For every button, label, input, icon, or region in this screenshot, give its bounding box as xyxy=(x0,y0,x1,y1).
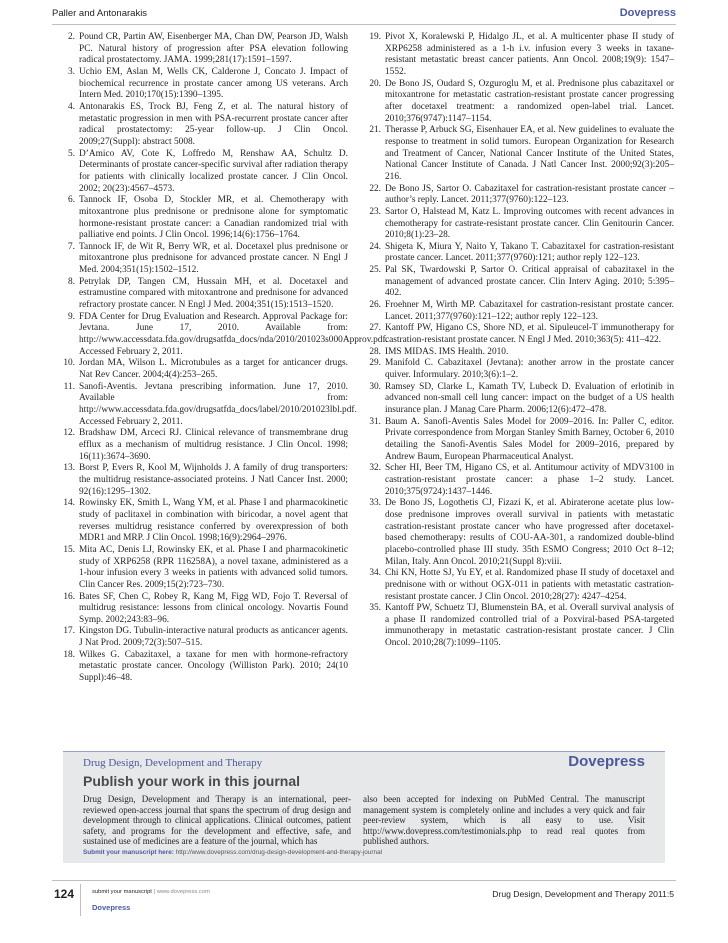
reference-item xyxy=(362,207,674,242)
reference-number: 33. xyxy=(369,498,381,509)
reference-text: Scher HI, Beer TM, Higano CS, et al. Antitumour activity of MDV3100 in castration-resistant prostate cancer: a phase 1–2 study. Lancet. 2010;375(9724):1437–1446. xyxy=(385,463,674,497)
header-divider xyxy=(52,24,676,25)
reference-number: 6. xyxy=(67,195,75,206)
reference-item xyxy=(56,358,348,381)
header-brand-logo[interactable]: Dovepress xyxy=(619,7,676,19)
reference-number: 22. xyxy=(369,183,381,194)
reference-text: De Bono JS, Logothetis CJ, Fizazi K, et al. Abiraterone acetate plus low-dose prednisone improves overall survival in patients with metastatic castration-resistant prostate cancer who have progressed after docetaxel-based chemotherapy: results of COU-AA-301, a randomized double-blind placebo-controlled phase III study. 35th ESMO Congress; 2010 Oct 8–12; Milan, Italy. Ann Oncol. 2010;21(Suppl 8):viii. xyxy=(385,498,674,567)
reference-text: Antonarakis ES, Trock BJ, Feng Z, et al. The natural history of metastatic progression in men with PSA-recurrent prostate cancer after radical prostatectomy: 25-year follow-up. J Clin Oncol. 2009;27(Suppl): abstract 5008. xyxy=(79,101,348,147)
reference-text: De Bono JS, Oudard S, Ozguroglu M, et al. Prednisone plus cabazitaxel or mitoxantrone for metastatic castration-resistant prostate cancer progressing after docetaxel treatment: a randomized open-label trial. Lancet. 2010;376(9747):1147–1154. xyxy=(385,78,674,124)
reference-item xyxy=(56,463,348,498)
reference-item xyxy=(56,626,348,649)
reference-item xyxy=(362,125,674,183)
footer-submit-text: submit your manuscript xyxy=(92,889,152,895)
references-right-column xyxy=(362,32,674,650)
reference-text: Wilkes G. Cabazitaxel, a taxane for men with hormone-refractory metastatic prostate cancer. Oncology (Williston Park). 2010; 24(10 Suppl):46–48. xyxy=(79,649,348,684)
reference-text: Chi KN, Hotte SJ, Yu EY, et al. Randomized phase II study of docetaxel and prednisone with or without OGX-011 in patients with metastatic castration-resistant prostate cancer. J Clin Oncol. 2010;28(27): 4247–4254. xyxy=(385,568,674,602)
reference-number: 32. xyxy=(369,463,381,474)
reference-number: 18. xyxy=(63,649,75,660)
reference-text: Tannock IF, de Wit R, Berry WR, et al. Docetaxel plus prednisone or mitoxantrone plus prednisone for advanced prostate cancer. N Engl J Med. 2004;351(15):1502–1512. xyxy=(79,241,348,276)
reference-text: Mita AC, Denis LJ, Rowinsky EK, et al. Phase I and pharmacokinetic study of XRP6258 (RPR 116258A), a novel taxane, administered as a 1-hour infusion every 3 weeks in patients with advanced solid tumors. Clin Cancer Res. 2009;15(2):723–730. xyxy=(79,544,348,590)
reference-item xyxy=(362,347,674,359)
reference-item xyxy=(56,195,348,242)
reference-text: Bates SF, Chen C, Robey R, Kang M, Figg WD, Fojo T. Reversal of multidrug resistance: lessons from clinical oncology. Novartis Found Symp. 2002;243:83–96. xyxy=(79,591,348,625)
reference-text: Uchio EM, Aslan M, Wells CK, Calderone J, Concato J. Impact of biochemical recurrence in prostate cancer among US veterans. Arch Intern Med. 2010;170(15):1390–1395. xyxy=(79,66,348,101)
reference-number: 11. xyxy=(63,381,75,392)
running-header-authors: Paller and Antonarakis xyxy=(52,8,148,19)
reference-item xyxy=(56,650,348,685)
reference-item xyxy=(362,382,674,417)
reference-text: Shigeta K, Miura Y, Naito Y, Takano T. Cabazitaxel for castration-resistant prostate cancer. Lancet. 2011;377(9760):121; author reply 122–123. xyxy=(385,241,674,264)
promo-heading: Publish your work in this journal xyxy=(83,773,301,789)
promo-submit-line xyxy=(83,849,382,856)
reference-number: 21. xyxy=(369,125,381,136)
reference-number: 17. xyxy=(63,626,75,637)
reference-text: Sartor O, Halstead M, Katz L. Improving outcomes with recent advances in chemotherapy for castrate-resistant prostate cancer. Clin Genitourin Cancer. 2010;8(1):23–28. xyxy=(385,206,674,241)
reference-text: Rowinsky EK, Smith L, Wang YM, et al. Phase I and pharmacokinetic study of paclitaxel in combination with biricodar, a novel agent that reverses multidrug resistance conferred by overexpression of both MDR1 and MRP. J Clin Oncol. 1998;16(9):2964–2976. xyxy=(79,498,348,544)
reference-text: Manifold C. Cabazitaxel (Jevtana): another arrow in the prostate cancer quiver. Informulary. 2010;3(6):1–2. xyxy=(385,358,674,381)
reference-item xyxy=(56,32,348,67)
reference-number: 5. xyxy=(67,148,75,159)
reference-text: Jordan MA, Wilson L. Microtubules as a target for anticancer drugs. Nat Rev Cancer. 2004;4(4):253–265. xyxy=(79,358,348,381)
reference-number: 20. xyxy=(369,78,381,89)
reference-item xyxy=(56,277,348,312)
reference-number: 13. xyxy=(63,463,75,474)
reference-item xyxy=(56,592,348,627)
reference-item xyxy=(56,102,348,149)
reference-text: Borst P, Evers R, Kool M, Wijnholds J. A family of drug transporters: the multidrug resistance-associated proteins. J Natl Cancer Inst. 2000; 92(16):1295–1302. xyxy=(79,463,348,497)
reference-item xyxy=(362,242,674,265)
reference-number: 26. xyxy=(369,300,381,311)
reference-number: 14. xyxy=(63,498,75,509)
reference-text: Froehner M, Wirth MP. Cabazitaxel for castration-resistant prostate cancer. Lancet. 2011;377(9760):121–122; author reply 122–123. xyxy=(385,300,674,322)
reference-number: 24. xyxy=(369,241,381,252)
reference-item xyxy=(362,323,674,346)
reference-number: 30. xyxy=(369,381,381,392)
reference-text: IMS MIDAS. IMS Health. 2010. xyxy=(385,346,509,357)
reference-number: 7. xyxy=(67,241,75,252)
reference-item xyxy=(362,32,674,79)
reference-number: 10. xyxy=(63,358,75,369)
reference-number: 28. xyxy=(369,346,381,357)
promo-description-left: Drug Design, Development and Therapy is an international, peer-reviewed open-access journal that spans the spectrum of drug design and development through to clinical applications. Clinical outcomes, patient safety, and programs for the development and effective, safe, and sustained use of medicines are a feature of the journal, which has xyxy=(83,794,351,846)
reference-text: Pound CR, Partin AW, Eisenberger MA, Chan DW, Pearson JD, Walsh PC. Natural history of progression after PSA elevation following radical prostatectomy. JAMA. 1999;281(17):1591–1597. xyxy=(79,32,348,66)
reference-text: FDA Center for Drug Evaluation and Research. Approval Package for: Jevtana. June 17, 2010. Available from: http://www.accessdata.fda.gov/drugsatfda_docs/nda/2010/201023s000Approv.pdf. Accessed February 2, 2011. xyxy=(79,311,388,357)
journal-promo-box xyxy=(63,751,665,863)
reference-text: Baum A. Sanofi-Aventis Sales Model for 2009–2016. In: Paller C, editor. Private correspondence from Morgan Stanley Smith Barney, October 6, 2010 detailing the Sanofi-Aventis Sales Model for 2009–2016, prepared by Andrew Baum, European Pharmaceutical Analyst. xyxy=(385,416,674,462)
reference-item xyxy=(362,300,674,323)
promo-dovepress-logo[interactable]: Dovepress xyxy=(568,753,645,770)
reference-item xyxy=(362,358,674,381)
reference-number: 31. xyxy=(369,416,381,427)
reference-item xyxy=(56,67,348,102)
reference-item xyxy=(56,381,357,429)
reference-text: Bradshaw DM, Arceci RJ. Clinical relevance of transmembrane drug efflux as a mechanism of multidrug resistance. J Clin Oncol. 1998; 16(11):3674–3690. xyxy=(79,428,348,462)
reference-text: Sanofi-Aventis. Jevtana prescribing information. June 17, 2010. Available from: http://www.accessdata.fda.gov/drugsatfda_docs/label/2010/201023lbl.pdf. Accessed February 2, 2011. xyxy=(79,381,357,427)
footer-separator xyxy=(80,884,81,916)
reference-item xyxy=(56,428,348,463)
reference-text: Pivot X, Koralewski P, Hidalgo JL, et al. A multicenter phase II study of XRP6258 administered as a 1-h i.v. infusion every 3 weeks in taxane-resistant metastatic breast cancer patients. Ann Oncol. 2008;19(9): 1547–1552. xyxy=(385,32,674,77)
reference-text: Ramsey SD, Clarke L, Kamath TV, Lubeck D. Evaluation of erlotinib in advanced non-small cell lung cancer: impact on the budget of a US health insurance plan. J Manag Care Pharm. 2006;12(6):472–478. xyxy=(385,381,674,415)
reference-text: Kingston DG. Tubulin-interactive natural products as anticancer agents. J Nat Prod. 2009;72(3):507–515. xyxy=(79,626,348,649)
reference-number: 2. xyxy=(67,32,75,42)
promo-description-right: also been accepted for indexing on PubMed Central. The manuscript management system is completely online and includes a very quick and fair peer-review system, which is all easy to use. Visit http://www.dovepress.com/testimonials.php to read real quotes from published authors. xyxy=(363,794,645,846)
promo-top-rule xyxy=(63,751,665,752)
reference-item xyxy=(362,265,674,300)
reference-text: Petrylak DP, Tangen CM, Hussain MH, et al. Docetaxel and estramustine compared with mitoxantrone and prednisone for advanced refractory prostate cancer. N Engl J Med. 2004;351(15):1513–1520. xyxy=(79,276,348,311)
reference-text: D’Amico AV, Cote K, Loffredo M, Renshaw AA, Schultz D. Determinants of prostate cancer-specific survival after radiation therapy for patients with clinically localized prostate cancer. J Clin Oncol. 2002; 20(23):4567–4573. xyxy=(79,148,348,194)
running-header xyxy=(52,8,676,22)
footer-divider xyxy=(52,880,676,881)
reference-item xyxy=(362,498,674,568)
reference-item xyxy=(56,498,348,545)
reference-number: 25. xyxy=(369,265,381,276)
page-number: 124 xyxy=(54,887,75,901)
promo-submit-link[interactable]: http://www.dovepress.com/drug-design-development-and-therapy-journal xyxy=(175,849,383,856)
reference-text: Therasse P, Arbuck SG, Eisenhauer EA, et al. New guidelines to evaluate the response to treatment in solid tumors. European Organization for Research and Treatment of Cancer, National Cancer Institute of the United States, National Cancer Institute of Canada. J Natl Cancer Inst. 2000;92(3):205–216. xyxy=(385,125,674,182)
reference-number: 8. xyxy=(67,276,75,287)
reference-number: 3. xyxy=(67,66,75,77)
reference-number: 23. xyxy=(369,206,381,217)
reference-item xyxy=(362,184,674,207)
reference-item xyxy=(362,568,674,603)
reference-number: 29. xyxy=(369,358,381,369)
reference-text: Tannock IF, Osoba D, Stockler MR, et al. Chemotherapy with mitoxantrone plus prednisone or prednisone alone for symptomatic hormone-resistant prostate cancer: a Canadian randomized trial with palliative end points. J Clin Oncol. 1996;14(6):1756–1764. xyxy=(79,195,348,241)
footer-brand-logo[interactable]: Dovepress xyxy=(92,903,131,912)
footer-journal-issue: Drug Design, Development and Therapy 2011:5 xyxy=(492,889,674,899)
reference-number: 27. xyxy=(369,323,381,334)
reference-number: 34. xyxy=(369,568,381,579)
reference-number: 9. xyxy=(67,311,75,322)
reference-item xyxy=(56,242,348,277)
reference-number: 12. xyxy=(63,428,75,439)
footer-submit-line: submit your manuscript | www.dovepress.com xyxy=(92,889,210,895)
reference-item xyxy=(362,603,674,650)
reference-item xyxy=(56,149,348,196)
footer-submit-link[interactable]: www.dovepress.com xyxy=(156,889,210,895)
reference-item xyxy=(362,79,674,126)
reference-text: Kantoff PW, Higano CS, Shore ND, et al. Sipuleucel-T immunotherapy for castration-resistant prostate cancer. N Engl J Med. 2010;363(5): 411–422. xyxy=(385,323,674,346)
promo-submit-label: Submit your manuscript here: xyxy=(83,849,174,856)
reference-text: Pal SK, Twardowski P, Sartor O. Critical appraisal of cabazitaxel in the management of advanced prostate cancer. Clin Interv Aging. 2010; 5:395–402. xyxy=(385,265,674,299)
reference-text: Kantoff PW, Schuetz TJ, Blumenstein BA, et al. Overall survival analysis of a phase II randomized controlled trial of a Poxviral-based PSA-targeted immunotherapy in metastatic castration-resistant prostate cancer. J Clin Oncol. 2010;28(7):1099–1105. xyxy=(385,603,674,649)
reference-number: 16. xyxy=(63,591,75,602)
reference-item xyxy=(56,545,348,592)
reference-number: 15. xyxy=(63,544,75,555)
reference-item xyxy=(362,463,674,498)
reference-number: 4. xyxy=(67,101,75,112)
reference-number: 35. xyxy=(369,603,381,614)
reference-number: 19. xyxy=(369,32,381,42)
reference-item xyxy=(362,417,674,464)
reference-text: De Bono JS, Sartor O. Cabazitaxel for castration-resistant prostate cancer – author’s reply. Lancet. 2011;377(9760):122–123. xyxy=(385,183,674,206)
promo-journal-title: Drug Design, Development and Therapy xyxy=(83,757,263,769)
